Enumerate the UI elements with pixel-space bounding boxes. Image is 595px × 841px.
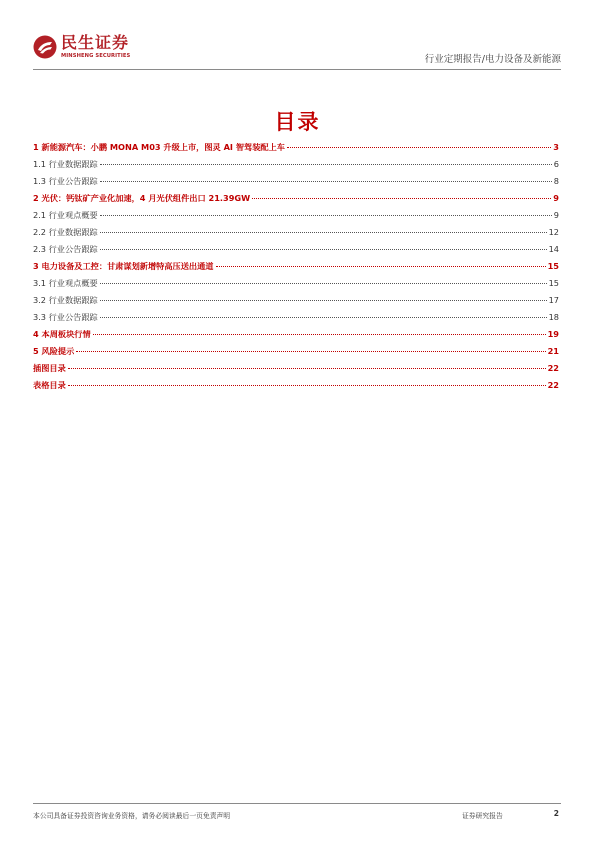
toc-entry-title: 3.2 行业数据跟踪: [33, 295, 98, 305]
toc-entry[interactable]: [33, 193, 559, 210]
toc-entry-page: 22: [547, 380, 559, 390]
toc-entry[interactable]: [33, 295, 559, 312]
toc-dot-leader: [100, 164, 552, 165]
toc-entry[interactable]: [33, 312, 559, 329]
toc-entry[interactable]: [33, 227, 559, 244]
toc-dot-leader: [68, 385, 546, 386]
toc-entry[interactable]: [33, 244, 559, 261]
toc-entry-page: 21: [547, 346, 559, 356]
toc-entry[interactable]: [33, 363, 559, 380]
toc-entry[interactable]: [33, 278, 559, 295]
footer-divider: [33, 803, 561, 804]
toc-entry-page: 22: [547, 363, 559, 373]
toc-entry-page: 3: [553, 142, 559, 152]
toc-dot-leader: [93, 334, 546, 335]
toc-dot-leader: [100, 215, 552, 216]
toc-dot-leader: [100, 300, 547, 301]
toc-entry-title: 2.3 行业公告跟踪: [33, 244, 98, 254]
toc-entry-title: 表格目录: [33, 380, 66, 390]
toc-dot-leader: [76, 351, 545, 352]
minsheng-logo-icon: [33, 35, 57, 59]
toc-entry-page: 6: [553, 159, 559, 169]
toc-entry[interactable]: [33, 261, 559, 278]
toc-dot-leader: [100, 249, 547, 250]
toc-entry-title: 3.1 行业观点概要: [33, 278, 98, 288]
report-category: 行业定期报告/电力设备及新能源: [424, 54, 561, 65]
toc-entry-title: 2 光伏：钙钛矿产业化加速，4 月光伏组件出口 21.39GW: [33, 193, 251, 203]
toc-dot-leader: [100, 283, 547, 284]
header-divider: [33, 69, 561, 70]
toc-entry[interactable]: [33, 159, 559, 176]
toc-entry[interactable]: [33, 329, 559, 346]
toc-entry[interactable]: [33, 380, 559, 397]
toc-entry-title: 3.3 行业公告跟踪: [33, 312, 98, 322]
toc-dot-leader: [100, 317, 547, 318]
footer-disclaimer: 本公司具备证券投资咨询业务资格，请务必阅读最后一页免责声明: [33, 812, 231, 820]
logo-chinese-name: 民生证券: [61, 32, 130, 52]
toc-entry-page: 12: [548, 227, 559, 237]
toc-dot-leader: [100, 232, 547, 233]
toc-entry-title: 2.2 行业数据跟踪: [33, 227, 98, 237]
company-logo: [33, 29, 130, 65]
toc-entry-page: 9: [553, 193, 559, 203]
toc-entry-title: 1.1 行业数据跟踪: [33, 159, 98, 169]
page-title: 目录: [274, 110, 321, 134]
toc-entry-title: 2.1 行业观点概要: [33, 210, 98, 220]
toc-entry[interactable]: [33, 142, 559, 159]
toc-entry-title: 1 新能源汽车：小鹏 MONA M03 升级上市，图灵 AI 智驾装配上车: [33, 142, 285, 152]
logo-english-name: MINSHENG SECURITIES: [61, 52, 131, 59]
toc-dot-leader: [216, 266, 546, 267]
toc-entry-title: 4 本周板块行情: [33, 329, 91, 339]
toc-entry-page: 15: [547, 261, 559, 271]
toc-dot-leader: [68, 368, 546, 369]
toc-entry-title: 5 风险提示: [33, 346, 75, 356]
toc-entry-page: 19: [547, 329, 559, 339]
toc-entry-title: 1.3 行业公告跟踪: [33, 176, 98, 186]
toc-entry-page: 15: [548, 278, 559, 288]
toc-dot-leader: [100, 181, 552, 182]
toc-dot-leader: [252, 198, 551, 199]
toc-entry-page: 14: [548, 244, 559, 254]
toc-entry-page: 18: [548, 312, 559, 322]
page-header: [33, 29, 561, 69]
footer-report-type: 证券研究报告: [462, 812, 503, 820]
toc-entry-page: 17: [548, 295, 559, 305]
toc-entry[interactable]: [33, 176, 559, 193]
toc-entry[interactable]: [33, 346, 559, 363]
toc-entry-page: 8: [553, 176, 559, 186]
page-number: 2: [553, 809, 559, 818]
toc-entry[interactable]: [33, 210, 559, 227]
table-of-contents: [33, 142, 559, 397]
toc-entry-title: 3 电力设备及工控：甘肃谋划新增特高压送出通道: [33, 261, 214, 271]
toc-entry-title: 插图目录: [33, 363, 66, 373]
toc-dot-leader: [287, 147, 551, 148]
toc-entry-page: 9: [553, 210, 559, 220]
